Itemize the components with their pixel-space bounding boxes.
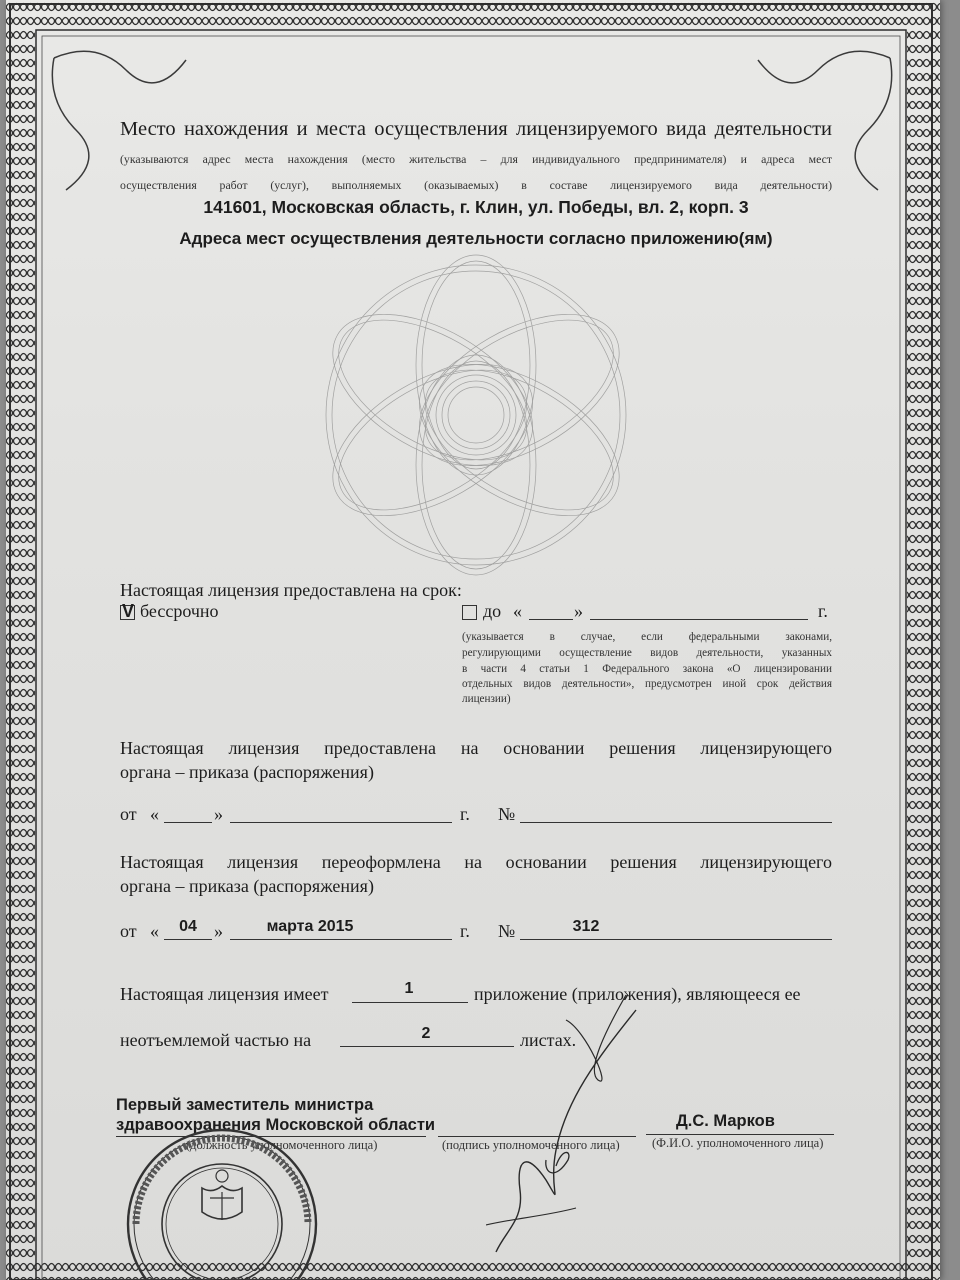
reissued-month-year: марта 2015 <box>266 918 354 935</box>
license-address: 141601, Московская область, г. Клин, ул. Победы, вл. 2, корп. 3 <box>203 197 749 217</box>
location-note-line2: осуществления работ (услуг), выполняемых (оказываемых) в составе лицензируемого вида деятельности) <box>120 178 832 192</box>
location-note-line1: (указываются адрес места нахождения (место жительства – для индивидуального предпринимателя) и адреса мест <box>120 152 832 166</box>
signer-position-line2: здравоохранения Московской области <box>116 1116 436 1134</box>
addresses-note: Адреса мест осуществления деятельности согласно приложению(ям) <box>179 229 773 248</box>
reissued-quote-open: « <box>150 921 159 941</box>
granted-quote-open: « <box>150 804 159 824</box>
term-quote-open: « <box>513 601 522 621</box>
granted-line1: Настоящая лицензия предоставлена на основании решения лицензирующего <box>120 738 832 758</box>
appendix-count: 1 <box>404 980 414 997</box>
official-seal <box>114 1128 326 1280</box>
term-note-line4: отдельных видов деятельности», предусмотрен иной срок действия <box>462 678 832 690</box>
reissued-day-line <box>164 939 212 940</box>
granted-year-suffix: г. <box>460 804 470 824</box>
reissued-quote-close: » <box>214 921 223 941</box>
reissued-number: 312 <box>572 918 600 935</box>
reissued-number-line <box>520 939 832 940</box>
granted-quote-close: » <box>214 804 223 824</box>
name-caption: (Ф.И.О. уполномоченного лица) <box>652 1136 824 1150</box>
license-page <box>6 0 940 1280</box>
appendix-sheets: 2 <box>421 1025 431 1042</box>
term-heading: Настоящая лицензия предоставлена на срок: <box>120 580 462 600</box>
unlimited-label: бессрочно <box>140 601 219 621</box>
term-year-suffix: г. <box>818 601 828 621</box>
term-note-line5: лицензии) <box>462 693 511 705</box>
handwritten-signature <box>486 990 706 1260</box>
granted-number-line <box>520 822 832 823</box>
signature-caption: (подпись уполномоченного лица) <box>442 1138 620 1152</box>
reissued-day: 04 <box>179 918 197 935</box>
granted-from-label: от <box>120 804 137 824</box>
appendix-text1: Настоящая лицензия имеет <box>120 984 329 1004</box>
term-note-line2: регулирующими осуществление видов деятельности, указанных <box>462 647 832 659</box>
granted-line2: органа – приказа (распоряжения) <box>120 762 374 782</box>
granted-day-line <box>164 822 212 823</box>
location-heading: Место нахождения и места осуществления лицензируемого вида деятельности <box>120 118 832 140</box>
appendix-text2: приложение (приложения), являющееся ее <box>474 984 801 1004</box>
term-note-line1: (указывается в случае, если федеральными законами, <box>462 631 832 643</box>
appendix-text3: неотъемлемой частью на <box>120 1030 312 1050</box>
term-quote-close: » <box>574 601 583 621</box>
term-day-line <box>529 619 573 620</box>
granted-number-label: № <box>498 804 516 824</box>
term-month-line <box>590 619 808 620</box>
unlimited-checkbox <box>120 601 135 621</box>
term-note-line3: в части 4 статьи 1 Федерального закона «О лицензировании <box>462 663 832 675</box>
granted-month-line <box>230 822 452 823</box>
signer-name: Д.С. Марков <box>676 1112 775 1130</box>
reissued-month-line <box>230 939 452 940</box>
reissued-from-label: от <box>120 921 137 941</box>
reissued-year-suffix: г. <box>460 921 470 941</box>
until-checkbox <box>462 605 477 620</box>
appendix-count-line <box>352 1002 468 1003</box>
appendix-text4: листах. <box>520 1030 577 1050</box>
check-mark: V <box>122 601 135 621</box>
guilloche-rosette <box>236 235 716 595</box>
reissued-line2: органа – приказа (распоряжения) <box>120 876 374 896</box>
until-label: до <box>483 601 502 621</box>
position-caption: (должность уполномоченного лица) <box>186 1138 378 1152</box>
reissued-line1: Настоящая лицензия переоформлена на основании решения лицензирующего <box>120 852 832 872</box>
reissued-number-label: № <box>498 921 516 941</box>
signer-position-line1: Первый заместитель министра <box>116 1096 374 1114</box>
